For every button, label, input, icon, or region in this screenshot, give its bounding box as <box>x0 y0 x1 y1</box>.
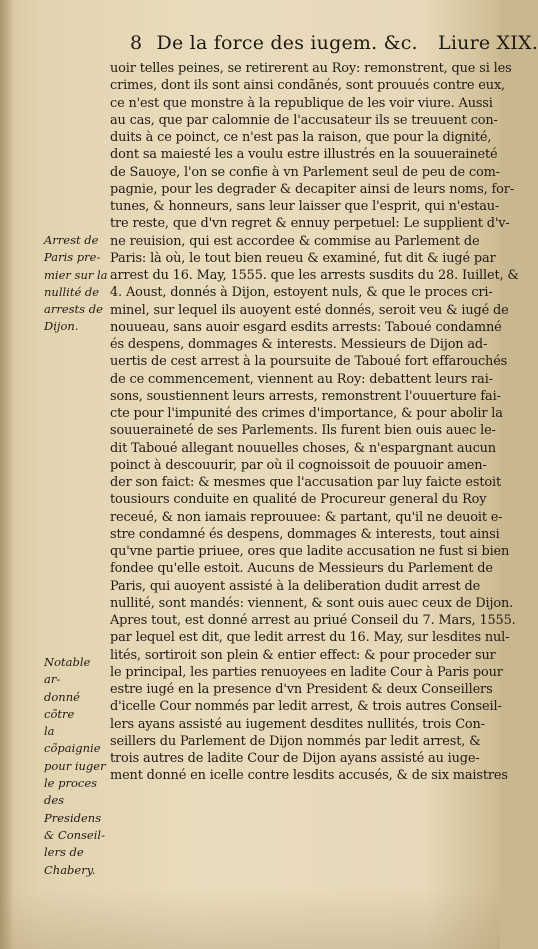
text-line: lités, sortiroit son plein & entier effect: & pour proceder sur <box>110 647 496 663</box>
marginal-line: nullité de <box>44 284 100 299</box>
text-line: minel, sur lequel ils auoyent esté donnés, seroit veu & iugé de <box>110 302 509 318</box>
text-line: Paris, qui auoyent assisté à la deliberation dudit arrest de <box>110 578 481 594</box>
marginal-line: Chabery. <box>44 862 96 877</box>
text-line: receué, & non iamais reprouuee: & partant, qu'il ne deuoit e- <box>110 509 503 525</box>
text-line: ment donné en icelle contre lesdits accusés, & de six maistres <box>110 768 508 784</box>
text-line: cte pour l'impunité des crimes d'importance, & pour abolir la <box>110 406 503 421</box>
text-line: sons, soustiennent leurs arrests, remonstrent l'ouuerture fai- <box>110 388 501 404</box>
marginal-line: Notable ar- <box>44 655 91 687</box>
text-line: ne reuision, qui est accordee & commise au Parlement de <box>110 233 480 249</box>
text-line: de Sauoye, l'on se confie à vn Parlement seul de peu de com- <box>110 164 500 180</box>
marginal-line: pour iuger <box>44 758 106 773</box>
text-line: au cas, que par calomnie de l'accusateur ils se treuuent con- <box>110 112 498 128</box>
text-line: par lequel est dit, que ledit arrest du 16. May, sur lesdites nul- <box>110 630 510 646</box>
marginal-line: lers de <box>44 845 84 860</box>
text-line: tunes, & honneurs, sans leur laisser que l'esprit, qui n'estau- <box>110 199 500 214</box>
marginal-line: Dijon. <box>44 319 79 334</box>
text-line: arrest du 16. May, 1555. que les arrests susdits du 28. Iuillet, & <box>110 268 519 283</box>
text-line: de ce commencement, viennent au Roy: debattent leurs rai- <box>110 371 493 387</box>
text-line: souueraineté de ses Parlements. Ils furent bien ouis auec le- <box>110 423 496 439</box>
marginal-line: & Conseil- <box>44 827 105 842</box>
text-line: dit Taboué allegant nouuelles choses, & n'espargnant aucun <box>110 440 496 456</box>
book-number: Liure XIX. <box>438 32 538 54</box>
text-line: tre reste, que d'vn regret & ennuy perpetuel: Le supplient d'v- <box>110 216 510 232</box>
text-line: lers ayans assisté au iugement desdites nullités, trois Con- <box>110 716 485 732</box>
text-line: pagnie, pour les degrader & decapiter ainsi de leurs noms, for- <box>110 181 514 197</box>
text-line: és despens, dommages & interests. Messieurs de Dijon ad- <box>110 337 488 352</box>
marginal-line: mier sur la <box>44 267 108 282</box>
text-line: crimes, dont ils sont ainsi condãnés, sont prouués contre eux, <box>110 78 506 94</box>
marginal-note-arrest <box>44 232 108 336</box>
page-gutter <box>0 0 14 949</box>
page-number: 8 <box>130 32 143 54</box>
running-header <box>130 32 538 54</box>
body-text <box>110 60 519 785</box>
text-line: nullité, sont mandés: viennent, & sont ouis auec ceux de Dijon. <box>110 595 514 611</box>
text-line: stre condamné és despens, dommages & interests, tout ainsi <box>110 526 500 542</box>
page-shadow <box>0 889 500 949</box>
marginal-note-notable-arrest <box>44 654 108 879</box>
marginal-line: Arrest de <box>44 233 99 247</box>
text-line: der son faict: & mesmes que l'accusation par luy faicte estoit <box>110 475 501 490</box>
marginal-line: arrests de <box>44 302 103 317</box>
text-line: Apres tout, est donné arrest au priué Conseil du 7. Mars, 1555. <box>110 613 516 628</box>
text-line: estre iugé en la presence d'vn President & deux Conseillers <box>110 682 493 697</box>
text-line: poinct à descouurir, par où il cognoissoit de pouuoir amen- <box>110 457 487 473</box>
marginal-line: la cõpaignie <box>44 724 101 756</box>
text-line: le principal, les parties renuoyees en ladite Cour à Paris pour <box>110 664 503 680</box>
marginal-line: le proces des <box>44 776 98 808</box>
text-line: tousiours conduite en qualité de Procureur general du Roy <box>110 492 487 508</box>
text-line: uoir telles peines, se retirerent au Roy: remonstrent, que si les <box>110 61 512 76</box>
marginal-line: donné cõtre <box>44 689 80 721</box>
text-line: ce n'est que monstre à la republique de les voir viure. Aussi <box>110 95 493 111</box>
marginal-line: Presidens <box>44 810 102 825</box>
text-line: dont sa maiesté les a voulu estre illustrés en la souueraineté <box>110 147 498 163</box>
text-line: fondee qu'elle estoit. Aucuns de Messieurs du Parlement de <box>110 561 493 577</box>
text-line: duits à ce poinct, ce n'est pas la raison, que pour la dignité, <box>110 130 492 145</box>
text-line: 4. Aoust, donnés à Dijon, estoyent nuls, & que le proces cri- <box>110 285 493 301</box>
text-line: Paris: là où, le tout bien reueu & examiné, fut dit & iugé par <box>110 250 496 266</box>
text-line: nouueau, sans auoir esgard esdits arrests: Taboué condamné <box>110 319 502 335</box>
text-line: trois autres de ladite Cour de Dijon ayans assisté au iuge- <box>110 751 480 766</box>
running-title: De la force des iugem. &c. <box>156 32 418 54</box>
marginal-line: Paris pre- <box>44 250 101 265</box>
text-line: uertis de cest arrest à la poursuite de Taboué fort effarouchés <box>110 354 508 370</box>
text-line: d'icelle Cour nommés par ledit arrest, & trois autres Conseil- <box>110 699 502 715</box>
text-line: qu'vne partie priuee, ores que ladite accusation ne fust si bien <box>110 544 510 559</box>
text-line: seillers du Parlement de Dijon nommés par ledit arrest, & <box>110 733 481 749</box>
